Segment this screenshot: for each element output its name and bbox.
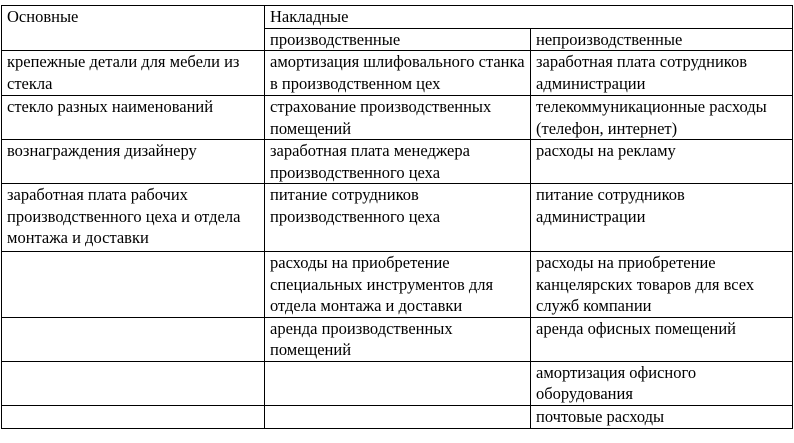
- table-row: [2, 361, 793, 405]
- table-row: [2, 184, 793, 252]
- cell-production: расходы на приобретение специальных инструментов для отдела монтажа и доставки: [265, 252, 531, 318]
- cell-nonproduction: расходы на приобретение канцелярских товаров для всех служб компании: [531, 252, 793, 318]
- cost-classification-table: [1, 5, 793, 429]
- cell-nonproduction: питание сотрудников администрации: [531, 184, 793, 252]
- table-row: [2, 140, 793, 184]
- header-production: производственные: [265, 28, 531, 51]
- cell-nonproduction: телекоммуникационные расходы (телефон, интернет): [531, 96, 793, 140]
- cell-production: [265, 405, 531, 428]
- cell-main: [2, 317, 265, 361]
- cell-main: крепежные детали для мебели из стекла: [2, 51, 265, 96]
- cell-nonproduction: амортизация офисного оборудования: [531, 361, 793, 405]
- cell-production: заработная плата менеджера производственного цеха: [265, 140, 531, 184]
- cell-nonproduction: расходы на рекламу: [531, 140, 793, 184]
- cell-main: [2, 405, 265, 428]
- header-nonproduction: непроизводственные: [531, 28, 793, 51]
- cell-production: страхование производственных помещений: [265, 96, 531, 140]
- cell-main: заработная плата рабочих производственного цеха и отдела монтажа и доставки: [2, 184, 265, 252]
- header-overhead-costs: Накладные: [265, 6, 793, 29]
- table-row: [2, 252, 793, 318]
- table-row: [2, 405, 793, 428]
- cell-production: питание сотрудников производственного цеха: [265, 184, 531, 252]
- cell-nonproduction: почтовые расходы: [531, 405, 793, 428]
- cell-nonproduction: аренда офисных помещений: [531, 317, 793, 361]
- cell-main: [2, 361, 265, 405]
- cell-main: вознаграждения дизайнеру: [2, 140, 265, 184]
- header-main-costs: Основные: [2, 6, 265, 51]
- cell-main: стекло разных наименований: [2, 96, 265, 140]
- table-row: [2, 51, 793, 96]
- cell-production: амортизация шлифовального станка в производственном цех: [265, 51, 531, 96]
- cell-production: аренда производственных помещений: [265, 317, 531, 361]
- cell-nonproduction: заработная плата сотрудников администрации: [531, 51, 793, 96]
- cell-main: [2, 252, 265, 318]
- header-row-top: [2, 6, 793, 29]
- table-row: [2, 96, 793, 140]
- table-row: [2, 317, 793, 361]
- cell-production: [265, 361, 531, 405]
